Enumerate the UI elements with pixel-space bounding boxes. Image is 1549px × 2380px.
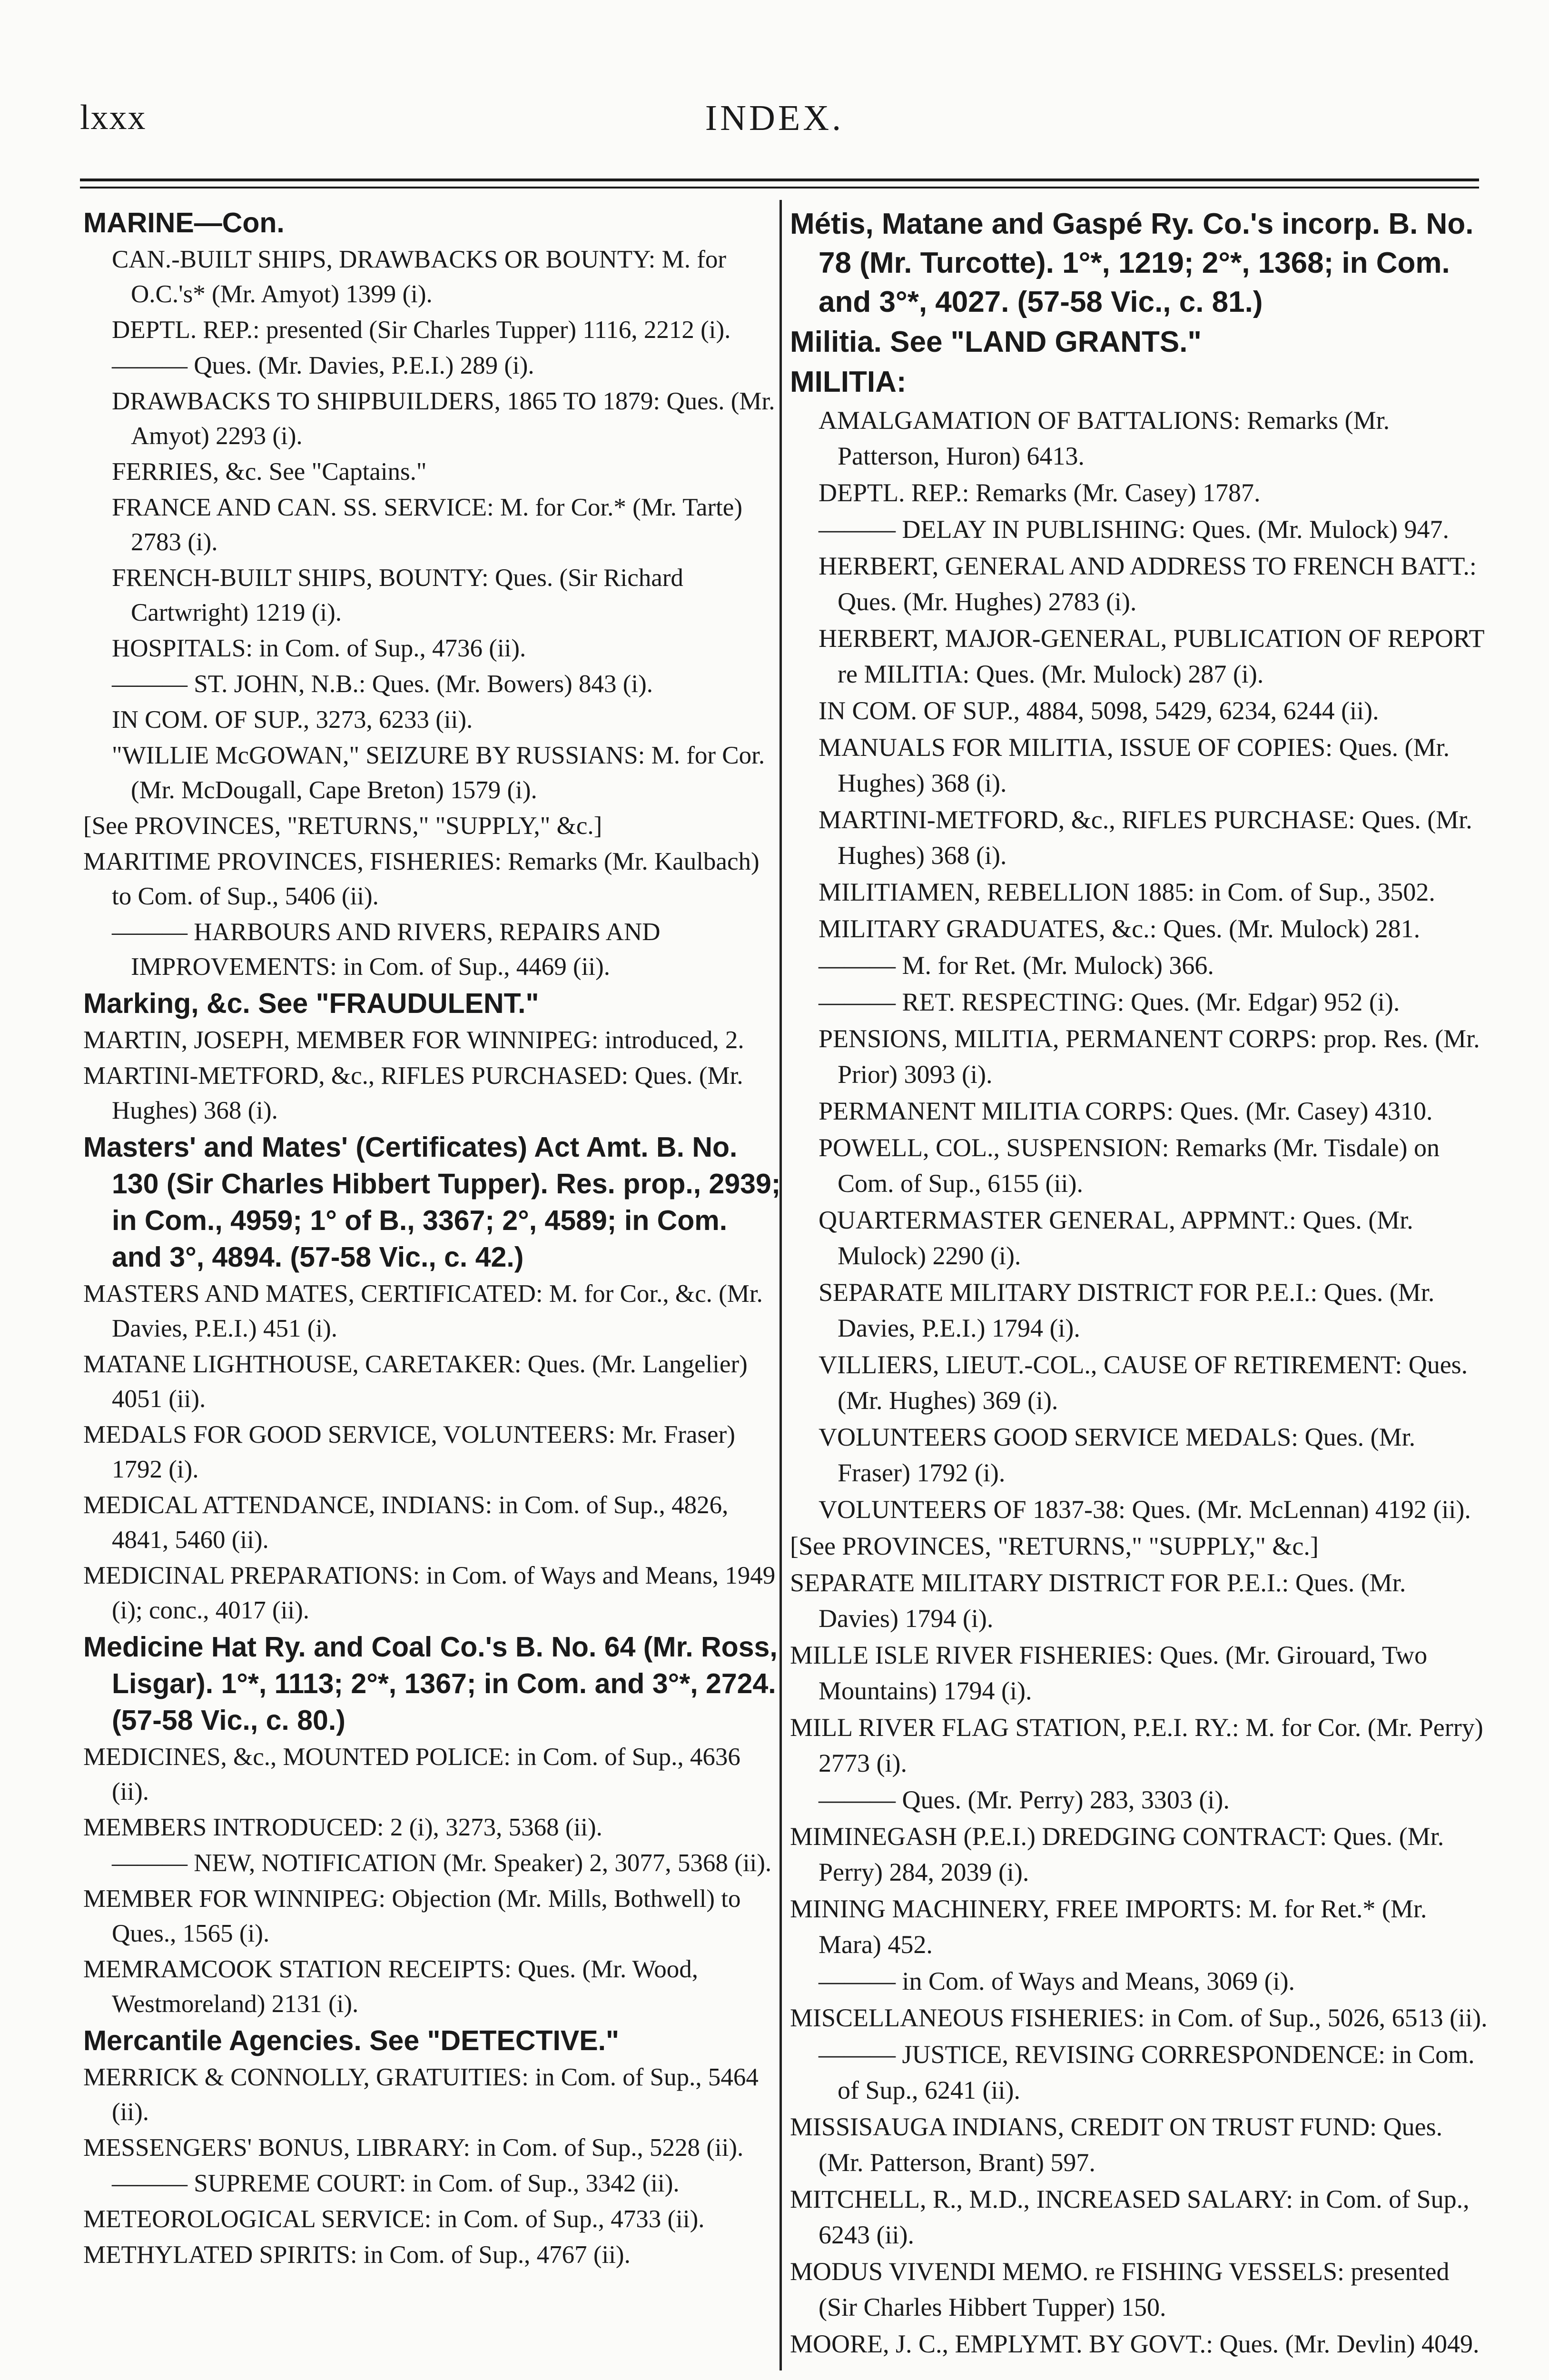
index-entry: AMALGAMATION OF BATTALIONS: Remarks (Mr. Patterson, Huron) 6413. xyxy=(819,406,1390,470)
index-entry: FRANCE AND CAN. SS. SERVICE: M. for Cor.* (Mr. Tarte) 2783 (i). xyxy=(112,494,742,556)
index-entry: Mercantile Agencies. See "DETECTIVE." xyxy=(83,2025,619,2056)
index-entry: ——— ST. JOHN, N.B.: Ques. (Mr. Bowers) 843 (i). xyxy=(112,670,653,698)
index-entry: MISSISAUGA INDIANS, CREDIT ON TRUST FUND: Ques. (Mr. Patterson, Brant) 597. xyxy=(790,2112,1443,2177)
index-entry: ——— JUSTICE, REVISING CORRESPONDENCE: in Com. of Sup., 6241 (ii). xyxy=(819,2040,1475,2104)
index-entry: [See PROVINCES, "RETURNS," "SUPPLY," &c.] xyxy=(83,812,602,840)
index-entry: MEDICINAL PREPARATIONS: in Com. of Ways and Means, 1949 (i); conc., 4017 (ii). xyxy=(83,1562,776,1624)
index-entry: ——— Ques. (Mr. Perry) 283, 3303 (i). xyxy=(819,1785,1230,1814)
index-entry: ——— in Com. of Ways and Means, 3069 (i). xyxy=(819,1967,1295,1995)
index-entry: MILLE ISLE RIVER FISHERIES: Ques. (Mr. Girouard, Two Mountains) 1794 (i). xyxy=(790,1641,1428,1705)
index-entry: Militia. See "LAND GRANTS." xyxy=(790,326,1202,358)
index-entry: MARITIME PROVINCES, FISHERIES: Remarks (Mr. Kaulbach) to Com. of Sup., 5406 (ii). xyxy=(83,848,760,910)
index-entry: PERMANENT MILITIA CORPS: Ques. (Mr. Casey) 4310. xyxy=(819,1097,1433,1125)
index-entry: DEPTL. REP.: presented (Sir Charles Tupper) 1116, 2212 (i). xyxy=(112,316,731,344)
index-entry: MEMBERS INTRODUCED: 2 (i), 3273, 5368 (ii). xyxy=(83,1814,602,1841)
index-entry: Medicine Hat Ry. and Coal Co.'s B. No. 64 (Mr. Ross, Lisgar). 1°*, 1113; 2°*, 1367; in Com. and 3°*, 2724. (57-58 Vic., c. 80.) xyxy=(83,1631,778,1736)
index-entry: VILLIERS, LIEUT.-COL., CAUSE OF RETIREMENT: Ques. (Mr. Hughes) 369 (i). xyxy=(819,1350,1468,1415)
index-entry: [See PROVINCES, "RETURNS," "SUPPLY," &c.] xyxy=(790,1532,1319,1560)
index-entry: DEPTL. REP.: Remarks (Mr. Casey) 1787. xyxy=(819,478,1261,507)
index-entry: MILITIA: xyxy=(790,366,907,398)
index-entry: ——— HARBOURS AND RIVERS, REPAIRS AND IMPROVEMENTS: in Com. of Sup., 4469 (ii). xyxy=(112,918,661,981)
index-entry: POWELL, COL., SUSPENSION: Remarks (Mr. Tisdale) on Com. of Sup., 6155 (ii). xyxy=(819,1133,1440,1198)
header-rule-top xyxy=(80,178,1479,181)
index-entry: FERRIES, &c. See "Captains." xyxy=(112,458,427,486)
index-entry: MODUS VIVENDI MEMO. re FISHING VESSELS: presented (Sir Charles Hibbert Tupper) 150. xyxy=(790,2257,1450,2321)
index-entry: METHYLATED SPIRITS: in Com. of Sup., 4767 (ii). xyxy=(83,2241,631,2269)
index-entry: DRAWBACKS TO SHIPBUILDERS, 1865 TO 1879: Ques. (Mr. Amyot) 2293 (i). xyxy=(112,387,775,450)
index-entry: ——— Ques. (Mr. Davies, P.E.I.) 289 (i). xyxy=(112,352,534,379)
index-entry: HERBERT, MAJOR-GENERAL, PUBLICATION OF REPORT re MILITIA: Ques. (Mr. Mulock) 287 (i). xyxy=(819,624,1484,688)
index-entry: MISCELLANEOUS FISHERIES: in Com. of Sup., 5026, 6513 (ii). xyxy=(790,2003,1488,2032)
index-entry: VOLUNTEERS OF 1837-38: Ques. (Mr. McLennan) 4192 (ii). xyxy=(819,1495,1471,1524)
index-entry: MINING MACHINERY, FREE IMPORTS: M. for Ret.* (Mr. Mara) 452. xyxy=(790,1894,1427,1959)
index-entry: Marking, &c. See "FRAUDULENT." xyxy=(83,988,539,1019)
index-entry: IN COM. OF SUP., 3273, 6233 (ii). xyxy=(112,706,473,734)
index-entry: ——— M. for Ret. (Mr. Mulock) 366. xyxy=(819,951,1214,980)
right-column xyxy=(790,205,1490,2363)
page-number: lxxx xyxy=(80,98,147,137)
page-title: INDEX. xyxy=(705,98,844,138)
index-entry: MILITIAMEN, REBELLION 1885: in Com. of Sup., 3502. xyxy=(819,878,1435,906)
index-entry: MILL RIVER FLAG STATION, P.E.I. RY.: M. for Cor. (Mr. Perry) 2773 (i). xyxy=(790,1713,1483,1777)
index-entry: MITCHELL, R., M.D., INCREASED SALARY: in Com. of Sup., 6243 (ii). xyxy=(790,2185,1470,2249)
index-entry: ——— SUPREME COURT: in Com. of Sup., 3342 (ii). xyxy=(112,2170,680,2197)
index-entry: HERBERT, GENERAL AND ADDRESS TO FRENCH BATT.: Ques. (Mr. Hughes) 2783 (i). xyxy=(819,552,1477,616)
index-entry: SEPARATE MILITARY DISTRICT FOR P.E.I.: Ques. (Mr. Davies) 1794 (i). xyxy=(790,1568,1406,1633)
index-entry: ——— RET. RESPECTING: Ques. (Mr. Edgar) 952 (i). xyxy=(819,988,1400,1016)
index-entry: MEMRAMCOOK STATION RECEIPTS: Ques. (Mr. Wood, Westmoreland) 2131 (i). xyxy=(83,1955,699,2018)
left-column xyxy=(83,205,783,2273)
index-entry: MATANE LIGHTHOUSE, CARETAKER: Ques. (Mr. Langelier) 4051 (ii). xyxy=(83,1350,748,1413)
index-entry: MARTINI-METFORD, &c., RIFLES PURCHASED: Ques. (Mr. Hughes) 368 (i). xyxy=(83,1062,743,1124)
index-entry: MARTINI-METFORD, &c., RIFLES PURCHASE: Ques. (Mr. Hughes) 368 (i). xyxy=(819,805,1472,870)
index-entry: ——— NEW, NOTIFICATION (Mr. Speaker) 2, 3077, 5368 (ii). xyxy=(112,1849,772,1877)
index-entry: ——— DELAY IN PUBLISHING: Ques. (Mr. Mulock) 947. xyxy=(819,515,1449,544)
index-entry: CAN.-BUILT SHIPS, DRAWBACKS OR BOUNTY: M. for O.C.'s* (Mr. Amyot) 1399 (i). xyxy=(112,246,726,308)
index-entry: MEDALS FOR GOOD SERVICE, VOLUNTEERS: Mr. Fraser) 1792 (i). xyxy=(83,1421,735,1483)
index-entry: MESSENGERS' BONUS, LIBRARY: in Com. of Sup., 5228 (ii). xyxy=(83,2134,744,2162)
index-entry: MERRICK & CONNOLLY, GRATUITIES: in Com. of Sup., 5464 (ii). xyxy=(83,2063,759,2126)
index-entry: MASTERS AND MATES, CERTIFICATED: M. for Cor., &c. (Mr. Davies, P.E.I.) 451 (i). xyxy=(83,1280,763,1342)
page-header xyxy=(0,98,1549,155)
index-entry: VOLUNTEERS GOOD SERVICE MEDALS: Ques. (Mr. Fraser) 1792 (i). xyxy=(819,1423,1416,1487)
index-entry: MEDICAL ATTENDANCE, INDIANS: in Com. of Sup., 4826, 4841, 5460 (ii). xyxy=(83,1491,729,1554)
index-entry: METEOROLOGICAL SERVICE: in Com. of Sup., 4733 (ii). xyxy=(83,2205,705,2233)
index-entry: FRENCH-BUILT SHIPS, BOUNTY: Ques. (Sir Richard Cartwright) 1219 (i). xyxy=(112,564,683,626)
index-entry: MOORE, J. C., EMPLYMT. BY GOVT.: Ques. (Mr. Devlin) 4049. xyxy=(790,2330,1480,2358)
index-entry: MARTIN, JOSEPH, MEMBER FOR WINNIPEG: introduced, 2. xyxy=(83,1026,744,1054)
index-entry: MEMBER FOR WINNIPEG: Objection (Mr. Mills, Bothwell) to Ques., 1565 (i). xyxy=(83,1885,741,1947)
index-entry: IN COM. OF SUP., 4884, 5098, 5429, 6234, 6244 (ii). xyxy=(819,696,1379,725)
index-entry: SEPARATE MILITARY DISTRICT FOR P.E.I.: Ques. (Mr. Davies, P.E.I.) 1794 (i). xyxy=(819,1278,1435,1342)
index-entry: MEDICINES, &c., MOUNTED POLICE: in Com. of Sup., 4636 (ii). xyxy=(83,1743,740,1805)
index-entry: PENSIONS, MILITIA, PERMANENT CORPS: prop. Res. (Mr. Prior) 3093 (i). xyxy=(819,1024,1480,1089)
index-entry: MILITARY GRADUATES, &c.: Ques. (Mr. Mulock) 281. xyxy=(819,914,1421,943)
index-entry: Métis, Matane and Gaspé Ry. Co.'s incorp. B. No. 78 (Mr. Turcotte). 1°*, 1219; 2°*, 1368; in Com. and 3°*, 4027. (57-58 Vic., c. 81.) xyxy=(790,208,1474,318)
index-entry: HOSPITALS: in Com. of Sup., 4736 (ii). xyxy=(112,635,526,662)
index-entry: MIMINEGASH (P.E.I.) DREDGING CONTRACT: Ques. (Mr. Perry) 284, 2039 (i). xyxy=(790,1822,1444,1886)
index-entry: "WILLIE McGOWAN," SEIZURE BY RUSSIANS: M. for Cor. (Mr. McDougall, Cape Breton) 1579 (i). xyxy=(112,742,765,804)
index-entry: QUARTERMASTER GENERAL, APPMNT.: Ques. (Mr. Mulock) 2290 (i). xyxy=(819,1206,1413,1270)
index-entry: Masters' and Mates' (Certificates) Act Amt. B. No. 130 (Sir Charles Hibbert Tupper). Res. prop., 2939; in Com., 4959; 1° of B., 3367; 2°, 4589; in Com. and 3°, 4894. (57-58 Vic., c. 42.) xyxy=(83,1131,781,1273)
header-rule-bottom xyxy=(80,187,1479,188)
index-entry: MANUALS FOR MILITIA, ISSUE OF COPIES: Ques. (Mr. Hughes) 368 (i). xyxy=(819,733,1450,797)
index-entry: MARINE—Con. xyxy=(83,207,285,238)
